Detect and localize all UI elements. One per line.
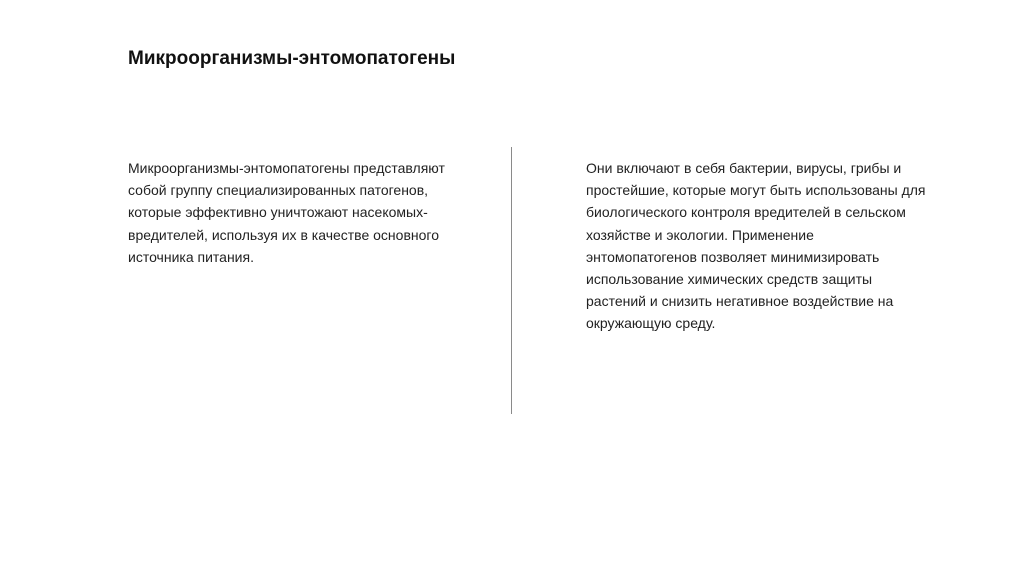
- slide-title: Микроорганизмы-энтомопатогены: [128, 48, 456, 69]
- left-column-text: Микроорганизмы-энтомопатогены представляют собой группу специализированных патогенов, которые эффективно уничтожают насекомых-вредителей, используя их в качестве основного источника питания.: [128, 160, 445, 265]
- column-divider: [511, 147, 512, 414]
- right-column-text: Они включают в себя бактерии, вирусы, грибы и простейшие, которые могут быть использованы для биологического контроля вредителей в сельском хозяйстве и экологии. Применение энтомопатогенов позволяет минимизировать использование химических средств защиты растений и снизить негативное воздействие на окружающую среду.: [586, 160, 926, 332]
